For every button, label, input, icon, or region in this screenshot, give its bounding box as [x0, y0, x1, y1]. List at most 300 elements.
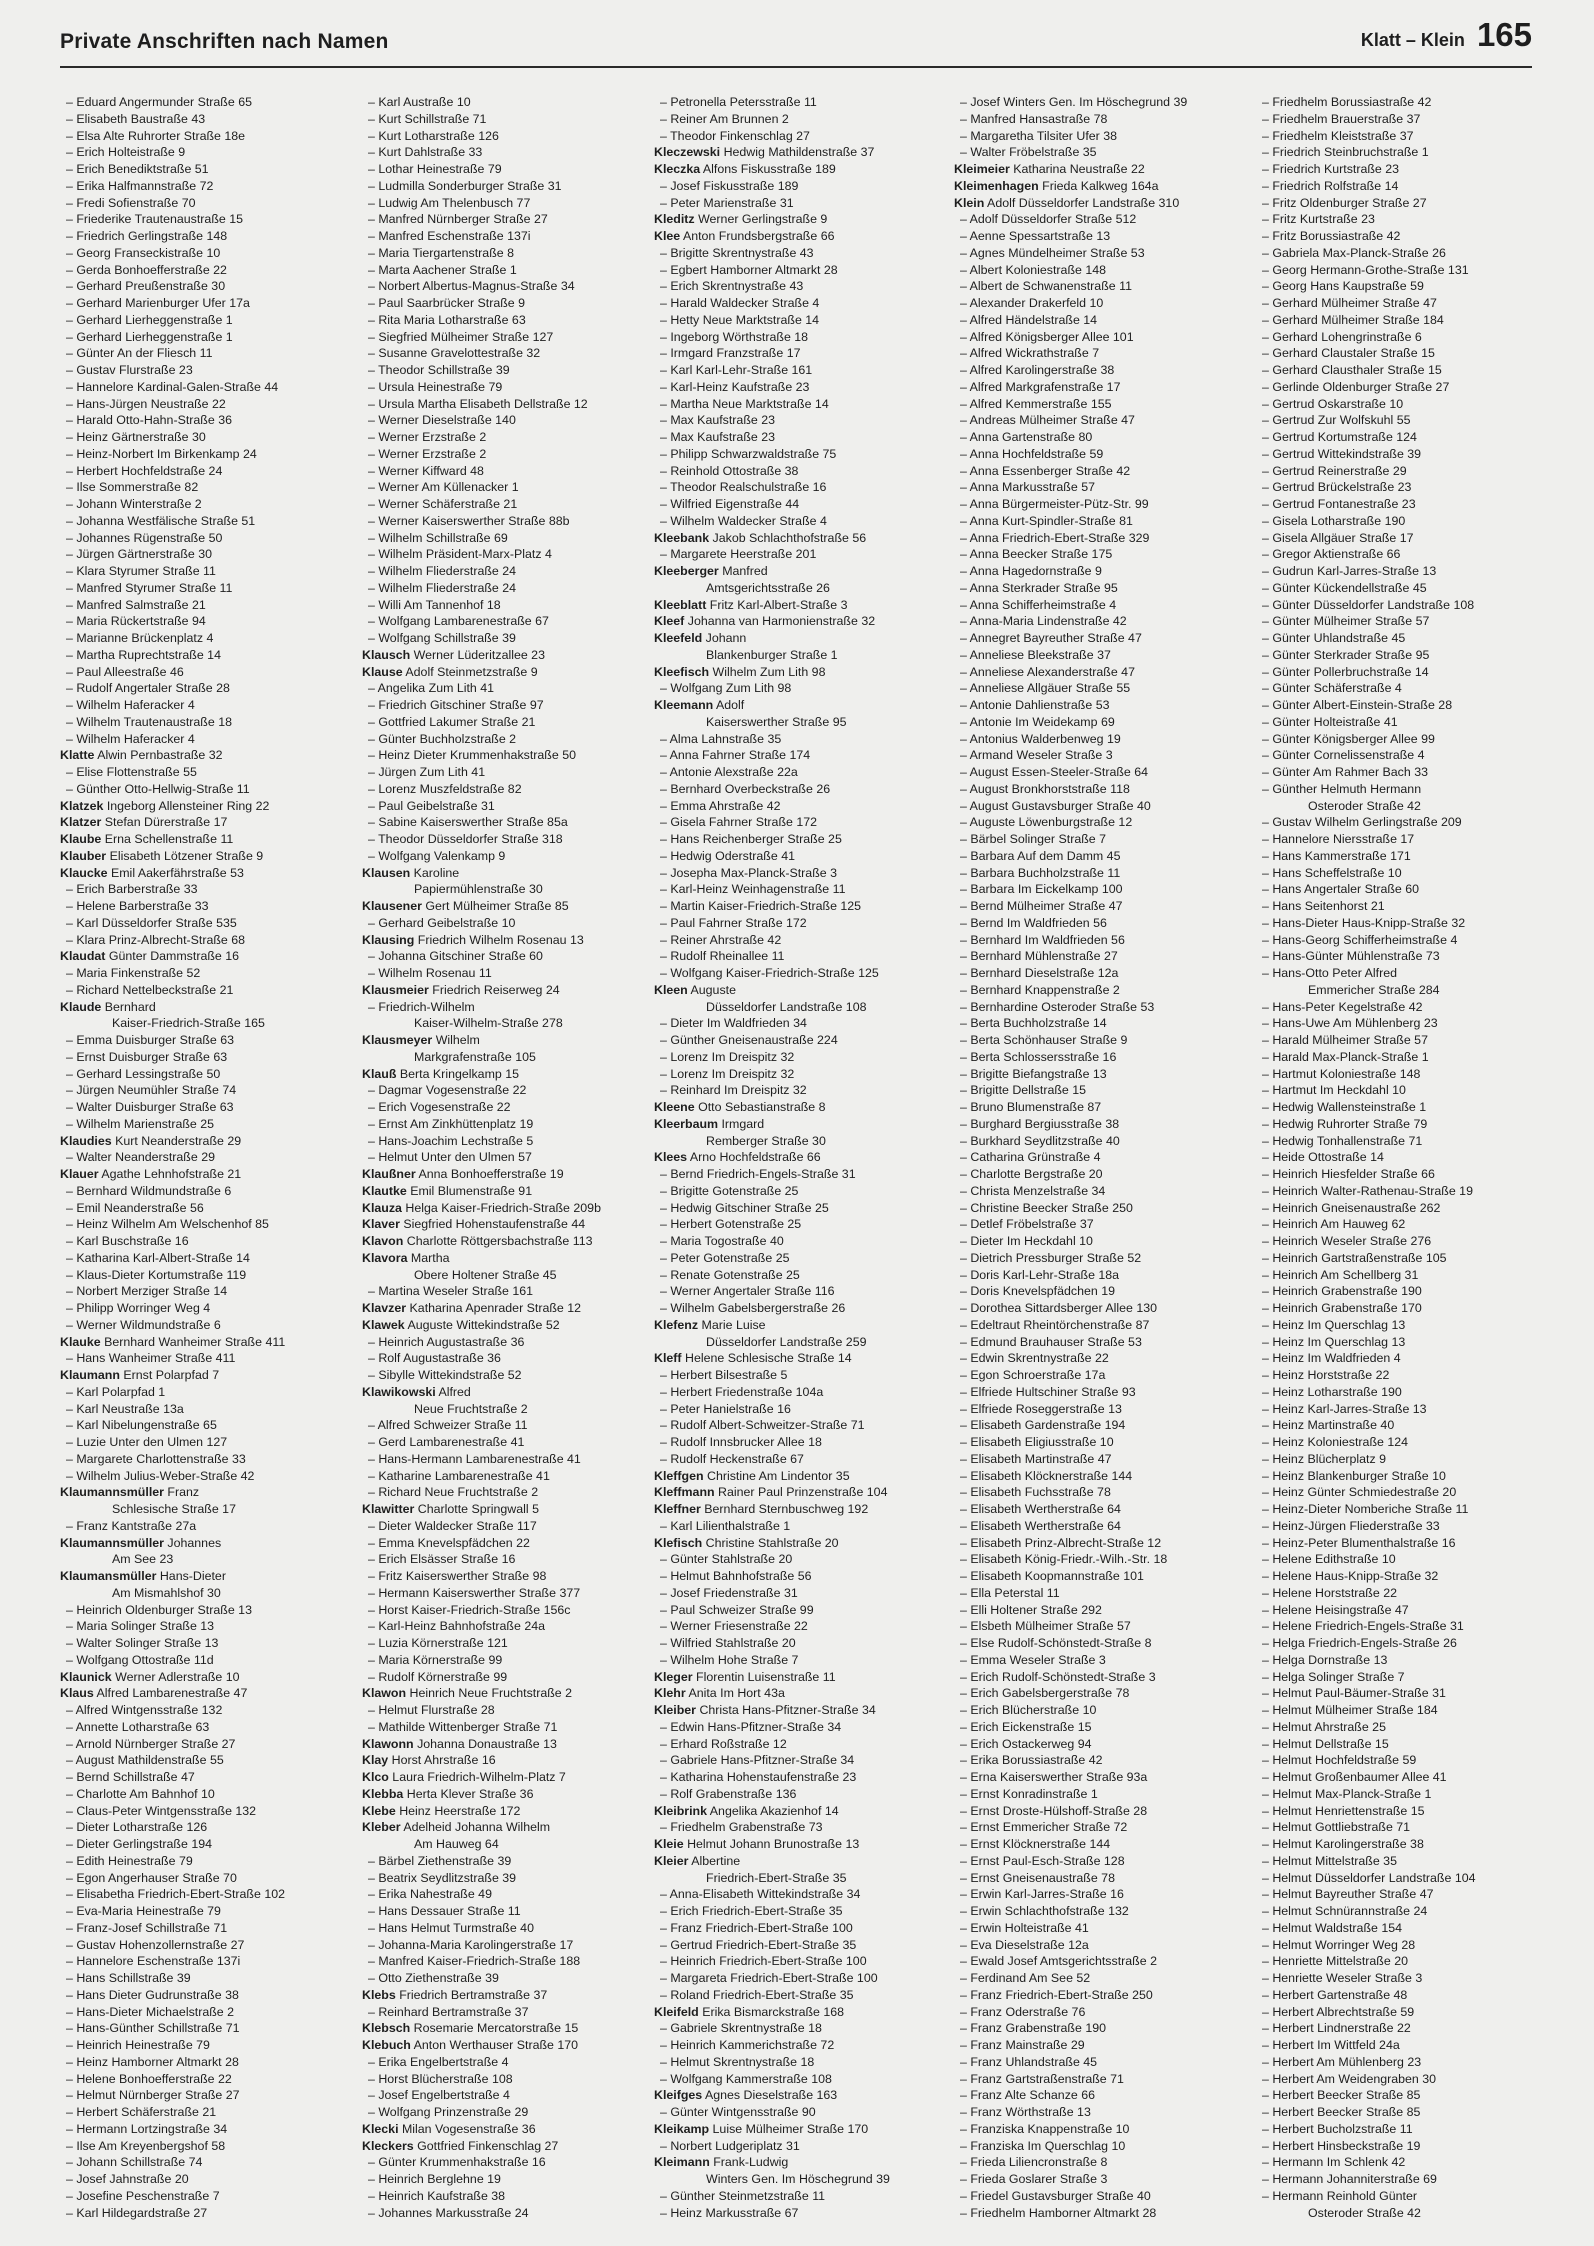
directory-entry: – Helmut Großenbaumer Allee 41	[1262, 1770, 1447, 1784]
directory-entry: – Heinz Wilhelm Am Welschenhof 85	[66, 1217, 269, 1232]
directory-entry: – Friedrich Steinbruchstraße 1	[1262, 145, 1429, 160]
directory-entry: – Wilhelm Fliederstraße 24	[368, 564, 517, 578]
directory-entry: – Reinhold Ottostraße 38	[660, 463, 799, 478]
directory-entry: – Heinrich Am Hauweg 62	[1262, 1217, 1406, 1232]
directory-entry: – Paul Alleestraße 46	[66, 664, 184, 679]
directory-entry: Klaunick Werner Adlerstraße 10	[60, 1669, 240, 1684]
surname: Klay	[362, 1753, 389, 1768]
directory-entry: – Herbert Am Mühlenberg 23	[1262, 2054, 1422, 2069]
directory-entry: Kleeberger Manfred	[654, 564, 768, 578]
directory-entry: – Heinz-Norbert Im Birkenkamp 24	[66, 446, 257, 461]
directory-entry: Klauza Helga Kaiser-Friedrich-Straße 209b	[362, 1200, 601, 1215]
directory-entry: – Ernst Am Zinkhüttenplatz 19	[368, 1116, 534, 1131]
directory-entry: – Anna Markusstraße 57	[960, 480, 1095, 495]
directory-entry: – Jürgen Neumühler Straße 74	[66, 1083, 237, 1098]
directory-entry: – Erich Barberstraße 33	[66, 882, 198, 897]
directory-entry: – Josefine Peschenstraße 7	[66, 2188, 220, 2203]
directory-entry: Winters Gen. Im Höschegrund 39	[706, 2172, 890, 2186]
directory-entry: Kleffner Bernhard Sternbuschweg 192	[654, 1502, 869, 1516]
directory-entry: – Günter Uhlandstraße 45	[1262, 631, 1406, 645]
directory-entry: – Rolf Grabenstraße 136	[660, 1786, 797, 1801]
surname: Klausmeyer	[362, 1033, 433, 1047]
directory-entry: – Hedwig Tonhallenstraße 71	[1262, 1133, 1423, 1148]
directory-entry: – Heinz Im Querschlag 13	[1262, 1334, 1406, 1349]
directory-entry: – Margaretha Tilsiter Ufer 38	[960, 128, 1118, 143]
directory-column-2	[362, 94, 654, 2224]
directory-entry: – Manfred Nürnberger Straße 27	[368, 212, 548, 227]
directory-entry: Osteroder Straße 42	[1308, 2205, 1421, 2220]
directory-entry: – Bernhard Im Waldfrieden 56	[960, 932, 1125, 947]
surname: Kleiber	[654, 1703, 697, 1717]
directory-entry: Klefisch Christine Stahlstraße 20	[654, 1535, 839, 1550]
directory-entry: – Franz Uhlandstraße 45	[960, 2054, 1098, 2069]
directory-entry: – Ursula Martha Elisabeth Dellstraße 12	[368, 396, 588, 411]
directory-entry: – Kurt Schillstraße 71	[368, 111, 487, 126]
directory-entry: – Manfred Kaiser-Friedrich-Straße 188	[368, 1954, 581, 1969]
directory-entry: – Heinz Gärtnerstraße 30	[66, 430, 206, 444]
directory-entry: – Rudolf Rheinallee 11	[660, 949, 785, 964]
directory-entry: – Wilhelm Präsident-Marx-Platz 4	[368, 547, 552, 562]
directory-entry: – Armand Weseler Straße 3	[960, 748, 1113, 763]
directory-entry: – Johann Schillstraße 74	[66, 2155, 203, 2170]
directory-entry: – Elisabetha Friedrich-Ebert-Straße 102	[66, 1887, 286, 1902]
directory-entry: – Peter Hanielstraße 16	[660, 1401, 791, 1416]
directory-entry: – Helga Friedrich-Engels-Straße 26	[1262, 1636, 1457, 1650]
directory-entry: – Heinz Markusstraße 67	[660, 2205, 799, 2220]
directory-entry: – Heinz Martinstraße 40	[1262, 1418, 1395, 1433]
directory-entry: – Gertrud Oskarstraße 10	[1262, 396, 1404, 411]
surname: Kleffmann	[654, 1485, 715, 1500]
directory-entry: – Anna Bürgermeister-Pütz-Str. 99	[960, 497, 1149, 511]
directory-entry: – Hans Angertaler Straße 60	[1262, 882, 1420, 897]
directory-entry: – Johannes Markusstraße 24	[368, 2205, 529, 2220]
directory-entry: – Ludmilla Sonderburger Straße 31	[368, 178, 562, 193]
directory-entry: – Herbert Gartenstraße 48	[1262, 1987, 1408, 2002]
surname: Klauß	[362, 1066, 397, 1081]
directory-entry: – Peter Gotenstraße 25	[660, 1250, 790, 1265]
directory-entry: Klauke Bernhard Wanheimer Straße 411	[60, 1334, 286, 1349]
directory-entry: – Albert Koloniestraße 148	[960, 262, 1107, 277]
directory-entry: – Hans-Dieter Haus-Knipp-Straße 32	[1262, 915, 1466, 930]
directory-entry: – Günther Helmuth Hermann	[1262, 781, 1422, 796]
directory-entry: – Richard Neue Fruchtstraße 2	[368, 1485, 539, 1500]
directory-entry: – Alexander Drakerfeld 10	[960, 296, 1104, 310]
directory-entry: – Bruno Blumenstraße 87	[960, 1100, 1102, 1114]
directory-entry: Schlesische Straße 17	[112, 1502, 236, 1516]
directory-entry: – Hans Scheffelstraße 10	[1262, 865, 1402, 880]
directory-entry: Klavzer Katharina Apenrader Straße 12	[362, 1301, 582, 1315]
directory-entry: – Heinz-Peter Blumenthalstraße 16	[1262, 1535, 1456, 1550]
surname: Klawikowski	[362, 1384, 436, 1399]
directory-entry: – Manfred Styrumer Straße 11	[66, 580, 233, 595]
directory-entry: – Friedrich Gerlingstraße 148	[66, 229, 228, 243]
directory-entry: – Heinz Karl-Jarres-Straße 13	[1262, 1401, 1427, 1416]
directory-entry: – Heinrich Kammerichstraße 72	[660, 2038, 835, 2052]
directory-entry: – Martha Ruprechtstraße 14	[66, 647, 221, 662]
directory-entry: – Max Kaufstraße 23	[660, 413, 776, 428]
directory-entry: Klebuch Anton Werthauser Straße 170	[362, 2038, 579, 2052]
directory-entry: – Gisela Lotharstraße 190	[1262, 513, 1406, 528]
directory-entry: – Katharina Karl-Albert-Straße 14	[66, 1250, 250, 1265]
directory-entry: – Hans-Günther Schillstraße 71	[66, 2021, 240, 2036]
surname: Kleie	[654, 1837, 684, 1851]
directory-entry: – Helmut Dellstraße 15	[1262, 1736, 1389, 1751]
directory-entry: Klausing Friedrich Wilhelm Rosenau 13	[362, 932, 584, 947]
directory-entry: – Fritz Borussiastraße 42	[1262, 229, 1401, 243]
directory-entry: – Berta Buchholzstraße 14	[960, 1016, 1107, 1031]
directory-entry: – Gustav Hohenzollernstraße 27	[66, 1937, 245, 1952]
directory-entry: – Wolfgang Zum Lith 98	[660, 681, 792, 696]
directory-entry: – Helmut Waldstraße 154	[1262, 1920, 1403, 1935]
directory-entry: Kleefeld Johann	[654, 631, 747, 645]
directory-entry: – Anna Gartenstraße 80	[960, 430, 1093, 444]
directory-entry: – Antonie Dahlienstraße 53	[960, 698, 1110, 712]
directory-entry: – Hetty Neue Marktstraße 14	[660, 312, 820, 327]
directory-entry: – Friedhelm Kleiststraße 37	[1262, 128, 1414, 143]
directory-entry: – Karl-Heinz Weinhagenstraße 11	[660, 882, 846, 897]
directory-entry: Amtsgerichtsstraße 26	[706, 580, 830, 595]
directory-entry: Kleffmann Rainer Paul Prinzenstraße 104	[654, 1485, 888, 1500]
directory-entry: – Helmut Paul-Bäumer-Straße 31	[1262, 1686, 1446, 1701]
directory-entry: – Katharina Hohenstaufenstraße 23	[660, 1770, 857, 1784]
directory-entry: – Emma Knevelspfädchen 22	[368, 1535, 530, 1550]
directory-entry: – August Gustavsburger Straße 40	[960, 798, 1151, 813]
directory-entry: – Günther Otto-Hellwig-Straße 11	[66, 781, 250, 796]
directory-entry: – Wolfgang Ottostraße 11d	[66, 1652, 214, 1667]
directory-entry: – Gerhard Lierheggenstraße 1	[66, 329, 233, 344]
directory-entry: – Günter Wintgensstraße 90	[660, 2105, 816, 2119]
directory-entry: Klaus Alfred Lambarenestraße 47	[60, 1686, 248, 1701]
directory-entry: – Karl Düsseldorfer Straße 535	[66, 915, 237, 930]
directory-entry: – Gertrud Fontanestraße 23	[1262, 497, 1416, 511]
directory-entry: – Gerlinde Oldenburger Straße 27	[1262, 379, 1450, 394]
directory-entry: – Erich Vogesenstraße 22	[368, 1100, 511, 1114]
surname: Klebba	[362, 1786, 404, 1801]
directory-entry: – Elsbeth Mülheimer Straße 57	[960, 1619, 1131, 1634]
directory-entry: – Elsa Alte Ruhrorter Straße 18e	[66, 128, 246, 143]
directory-entry: – Susanne Gravelottestraße 32	[368, 346, 541, 361]
directory-entry: – Jürgen Zum Lith 41	[368, 765, 486, 779]
directory-entry: Klee Anton Frundsbergstraße 66	[654, 229, 835, 243]
directory-entry: – Herbert Albrechtstraße 59	[1262, 2004, 1415, 2019]
directory-entry: Klausmeyer Wilhelm	[362, 1033, 480, 1047]
directory-entry: – Dietrich Pressburger Straße 52	[960, 1250, 1142, 1265]
directory-entry: Kleie Helmut Johann Brunostraße 13	[654, 1837, 860, 1851]
directory-entry: – Klaus-Dieter Kortumstraße 119	[66, 1267, 247, 1282]
directory-entry: Kleifeld Erika Bismarckstraße 168	[654, 2004, 845, 2019]
directory-entry: – Heinz Koloniestraße 124	[1262, 1435, 1409, 1449]
directory-entry: Kleckers Gottfried Finkenschlag 27	[362, 2138, 559, 2153]
directory-entry: – Günter Mülheimer Straße 57	[1262, 614, 1430, 629]
directory-entry: – Hans-Otto Peter Alfred	[1262, 966, 1397, 980]
directory-entry: – Herbert Hochfeldstraße 24	[66, 463, 223, 478]
surname: Klauer	[60, 1167, 99, 1181]
directory-entry: – Hedwig Ruhrorter Straße 79	[1262, 1116, 1428, 1131]
directory-entry: – Dieter Lotharstraße 126	[66, 1820, 208, 1835]
directory-entry: – Anna Fahrner Straße 174	[660, 748, 811, 763]
directory-entry: Klaußner Anna Bonhoefferstraße 19	[362, 1167, 564, 1181]
directory-entry: – August Mathildenstraße 55	[66, 1753, 224, 1768]
directory-entry: – Erich Ostackerweg 94	[960, 1736, 1092, 1751]
surname: Kleditz	[654, 212, 695, 227]
surname: Kleczka	[654, 162, 701, 176]
directory-entry: – Karl Hildegardstraße 27	[66, 2205, 208, 2220]
directory-entry: – Herbert Bucholzstraße 11	[1262, 2121, 1413, 2136]
directory-entry: – Erwin Karl-Jarres-Straße 16	[960, 1887, 1124, 1902]
directory-entry: – Gertrud Zur Wolfskuhl 55	[1262, 413, 1411, 428]
directory-entry: – Josef Jahnstraße 20	[66, 2172, 189, 2186]
directory-entry: – Heinz Lotharstraße 190	[1262, 1384, 1402, 1399]
directory-entry: Klawikowski Alfred	[362, 1384, 471, 1399]
surname: Kleeberger	[654, 564, 719, 578]
surname: Kleibrink	[654, 1803, 708, 1818]
directory-entry: – Erich Holteistraße 9	[66, 145, 186, 160]
directory-entry: – Alma Lahnstraße 35	[660, 731, 782, 746]
directory-entry: Klaumansmüller Hans-Dieter	[60, 1569, 226, 1583]
directory-entry: Klein Adolf Düsseldorfer Landstraße 310	[954, 195, 1180, 210]
directory-entry: – Annette Lotharstraße 63	[66, 1719, 210, 1734]
directory-entry: Klehr Anita Im Hort 43a	[654, 1686, 785, 1701]
directory-entry: Obere Holtener Straße 45	[414, 1267, 557, 1282]
directory-entry: – Barbara Auf dem Damm 45	[960, 848, 1121, 863]
directory-entry: – Günter Stahlstraße 20	[660, 1552, 793, 1567]
directory-entry: – Karl Austraße 10	[368, 95, 471, 109]
directory-entry: – Werner Wildmundstraße 6	[66, 1317, 221, 1332]
surname: Klausen	[362, 865, 411, 880]
directory-entry: Am Hauweg 64	[414, 1837, 499, 1851]
directory-entry: – Johanna Gitschiner Straße 60	[368, 949, 543, 964]
directory-entry: – Aenne Spessartstraße 13	[960, 229, 1111, 243]
directory-entry: – Gottfried Lakumer Straße 21	[368, 714, 536, 729]
directory-entry: – Elisabeth Fuchsstraße 78	[960, 1485, 1111, 1500]
directory-entry: – Johannes Rügenstraße 50	[66, 530, 223, 545]
directory-entry: – Franziska Knappenstraße 10	[960, 2121, 1130, 2136]
directory-entry: – Helene Heisingstraße 47	[1262, 1602, 1409, 1617]
directory-entry: – Gerhard Mülheimer Straße 47	[1262, 296, 1437, 310]
directory-entry: – Antonius Walderbenweg 19	[960, 731, 1121, 746]
directory-entry: – Margarete Heerstraße 201	[660, 547, 817, 562]
directory-entry: – Walter Solinger Straße 13	[66, 1636, 219, 1650]
directory-entry: Kleczka Alfons Fiskusstraße 189	[654, 162, 836, 176]
directory-entry: – Rita Maria Lotharstraße 63	[368, 312, 526, 327]
directory-entry: – Gerhard Lohengrinstraße 6	[1262, 329, 1422, 344]
directory-entry: – Paul Schweizer Straße 99	[660, 1602, 814, 1617]
directory-entry: – Anna Kurt-Spindler-Straße 81	[960, 513, 1133, 528]
directory-entry: – Erich Rudolf-Schönstedt-Straße 3	[960, 1669, 1156, 1684]
directory-entry: Klauer Agathe Lehnhofstraße 21	[60, 1167, 242, 1181]
directory-entry: – Helene Haus-Knipp-Straße 32	[1262, 1569, 1439, 1583]
directory-entry: – Günter Buchholzstraße 2	[368, 731, 517, 746]
directory-entry: Klatte Alwin Pernbastraße 32	[60, 748, 223, 763]
directory-entry: – Catharina Grünstraße 4	[960, 1150, 1101, 1165]
directory-entry: – Heinrich Kaufstraße 38	[368, 2188, 506, 2203]
surname: Klaumannsmüller	[60, 1485, 164, 1500]
directory-entry: – Georg Franseckistraße 10	[66, 245, 221, 260]
directory-entry: – Gerhard Claustaler Straße 15	[1262, 346, 1435, 361]
directory-entry: Kleikamp Luise Mülheimer Straße 170	[654, 2121, 869, 2136]
directory-entry: – Josepha Max-Planck-Straße 3	[660, 865, 837, 880]
directory-entry: – Helmut Mittelstraße 35	[1262, 1853, 1397, 1868]
directory-entry: – Jürgen Gärtnerstraße 30	[66, 547, 213, 562]
directory-entry: – Walter Neanderstraße 29	[66, 1150, 215, 1165]
directory-entry: Düsseldorfer Landstraße 259	[706, 1334, 867, 1349]
directory-entry: – Hermann Reinhold Günter	[1262, 2188, 1417, 2203]
surname: Klavon	[362, 1234, 404, 1248]
directory-entry: Klavora Martha	[362, 1250, 450, 1265]
directory-entry: – Katharine Lambarenestraße 41	[368, 1468, 550, 1483]
directory-entry: – Antonie Im Weidekamp 69	[960, 714, 1115, 729]
directory-entry: – Wilhelm Haferacker 4	[66, 731, 195, 746]
directory-entry: – Martin Kaiser-Friedrich-Straße 125	[660, 899, 862, 913]
directory-entry: – Erwin Schlachthofstraße 132	[960, 1904, 1129, 1918]
directory-entry: – Gisela Fahrner Straße 172	[660, 815, 818, 830]
directory-entry: Kaiser-Wilhelm-Straße 278	[414, 1016, 563, 1031]
directory-entry: – Petronella Petersstraße 11	[660, 95, 817, 109]
directory-entry: Kleff Helene Schlesische Straße 14	[654, 1351, 852, 1366]
directory-entry: – Reiner Ahrstraße 42	[660, 932, 782, 947]
directory-entry: – Hedwig Oderstraße 41	[660, 848, 795, 863]
directory-entry: – Rudolf Heckenstraße 67	[660, 1451, 804, 1466]
directory-entry: – Helmut Flurstraße 28	[368, 1703, 495, 1717]
directory-entry: – Erika Halfmannstraße 72	[66, 178, 214, 193]
directory-entry: – Gerda Bonhoefferstraße 22	[66, 262, 227, 277]
directory-entry: – Theodor Düsseldorfer Straße 318	[368, 832, 563, 846]
directory-entry: – Werner Schäferstraße 21	[368, 497, 518, 511]
directory-entry: – Horst Kaiser-Friedrich-Straße 156c	[368, 1602, 571, 1617]
directory-entry: – Ursula Heinestraße 79	[368, 379, 503, 394]
directory-entry: – Anna Essenberger Straße 42	[960, 463, 1131, 478]
directory-entry: – Bärbel Solinger Straße 7	[960, 832, 1107, 846]
directory-entry: – Rudolf Innsbrucker Allee 18	[660, 1435, 822, 1449]
directory-entry: – Margarete Charlottenstraße 33	[66, 1451, 246, 1466]
directory-entry: – Bernd Friedrich-Engels-Straße 31	[660, 1167, 856, 1181]
directory-entry: – Gerhard Mülheimer Straße 184	[1262, 312, 1444, 327]
directory-entry: Emmericher Straße 284	[1308, 982, 1440, 997]
directory-entry: – Beatrix Seydlitzstraße 39	[368, 1870, 517, 1885]
directory-entry: – Wolfgang Valenkamp 9	[368, 848, 506, 863]
directory-entry: – Theodor Schillstraße 39	[368, 363, 510, 377]
directory-entry: – Brigitte Skrentnystraße 43	[660, 245, 814, 260]
directory-entry: Klebsch Rosemarie Mercatorstraße 15	[362, 2021, 579, 2036]
directory-entry: Kleibrink Angelika Akazienhof 14	[654, 1803, 839, 1818]
directory-entry: – Adolf Düsseldorfer Straße 512	[960, 212, 1137, 227]
surname: Kleeblatt	[654, 597, 707, 612]
directory-entry: – Hermann Im Schlenk 42	[1262, 2155, 1406, 2170]
directory-entry: – Brigitte Biefangstraße 13	[960, 1066, 1107, 1081]
directory-entry: – Edith Heinestraße 79	[66, 1853, 193, 1868]
directory-entry: – Alfred Markgrafenstraße 17	[960, 379, 1121, 394]
directory-entry: – Ernst Klöcknerstraße 144	[960, 1837, 1111, 1851]
directory-entry: – Hartmut Koloniestraße 148	[1262, 1066, 1421, 1081]
directory-entry: – Franz Friedrich-Ebert-Straße 250	[960, 1987, 1153, 2002]
directory-entry: – Franz Wörthstraße 13	[960, 2105, 1091, 2119]
directory-entry: – Karl Lilienthalstraße 1	[660, 1518, 791, 1533]
directory-entry: – Helene Bonhoefferstraße 22	[66, 2071, 232, 2086]
directory-entry: – Maria Körnerstraße 99	[368, 1652, 503, 1667]
directory-entry: – Johanna-Maria Karolingerstraße 17	[368, 1937, 574, 1952]
directory-entry: – Johann Winterstraße 2	[66, 497, 202, 511]
directory-entry: – Elfriede Roseggerstraße 13	[960, 1401, 1122, 1416]
surname: Klaumansmüller	[60, 1569, 157, 1583]
directory-entry: Klaube Erna Schellenstraße 11	[60, 832, 234, 846]
directory-entry: – Erich Skrentnystraße 43	[660, 279, 804, 294]
page-number: 165	[1476, 16, 1532, 53]
surname: Klausing	[362, 932, 415, 947]
header-right	[1361, 16, 1532, 54]
directory-entry: – Doris Knevelspfädchen 19	[960, 1284, 1115, 1299]
directory-entry: – Barbara Im Eickelkamp 100	[960, 882, 1123, 897]
directory-entry: – Ernst Gneisenaustraße 78	[960, 1870, 1115, 1885]
directory-entry: – Antonie Alexstraße 22a	[660, 765, 798, 779]
directory-entry: – Lorenz Im Dreispitz 32	[660, 1049, 795, 1064]
directory-entry: – Friedhelm Borussiastraße 42	[1262, 95, 1432, 109]
surname: Kleffner	[654, 1502, 701, 1516]
directory-entry: – Hans-Joachim Lechstraße 5	[368, 1133, 534, 1148]
directory-entry: – Else Rudolf-Schönstedt-Straße 8	[960, 1636, 1152, 1650]
directory-entry: – Erich Gabelsbergerstraße 78	[960, 1686, 1130, 1701]
directory-entry: – Charlotte Bergstraße 20	[960, 1167, 1103, 1181]
directory-entry: – Wilhelm Haferacker 4	[66, 698, 195, 712]
surname: Klawek	[362, 1317, 405, 1332]
directory-entry: Klaudat Günter Dammstraße 16	[60, 949, 240, 964]
directory-entry: – Georg Hermann-Grothe-Straße 131	[1262, 262, 1469, 277]
directory-entry: – Hans Seitenhorst 21	[1262, 899, 1385, 913]
page-title: Private Anschriften nach Namen	[60, 30, 389, 53]
directory-entry: – Friedhelm Grabenstraße 73	[660, 1820, 823, 1835]
directory-entry: – Hans Helmut Turmstraße 40	[368, 1920, 534, 1935]
directory-entry: – Heinz Im Waldfrieden 4	[1262, 1351, 1401, 1366]
directory-entry: – Gustav Flurstraße 23	[66, 363, 193, 377]
directory-entry: – Norbert Merziger Straße 14	[66, 1284, 228, 1299]
directory-entry: – Elfriede Hultschiner Straße 93	[960, 1384, 1136, 1399]
directory-entry: – Franz Oderstraße 76	[960, 2004, 1086, 2019]
directory-entry: – August Essen-Steeler-Straße 64	[960, 765, 1149, 779]
directory-entry: – Ernst Duisburger Straße 63	[66, 1049, 228, 1064]
directory-entry: – Elisabeth Klöcknerstraße 144	[960, 1468, 1133, 1483]
directory-entry: – Anna-Elisabeth Wittekindstraße 34	[660, 1887, 861, 1902]
directory-entry: Am See 23	[112, 1552, 174, 1567]
directory-entry: – Siegfried Mülheimer Straße 127	[368, 329, 554, 344]
surname: Klaver	[362, 1217, 400, 1232]
directory-entry: Klavon Charlotte Röttgersbachstraße 113	[362, 1234, 593, 1248]
directory-entry: – Franz Gartstraßenstraße 71	[960, 2071, 1124, 2086]
directory-entry: – Gerhard Marienburger Ufer 17a	[66, 296, 250, 310]
directory-entry: – Peter Marienstraße 31	[660, 195, 794, 210]
directory-entry: – Heinrich Gneisenaustraße 262	[1262, 1200, 1441, 1215]
directory-entry: Klawon Heinrich Neue Fruchtstraße 2	[362, 1686, 573, 1701]
directory-entry: – Herbert Bilsestraße 5	[660, 1368, 788, 1382]
directory-entry: – Werner Kaiserswerther Straße 88b	[368, 513, 570, 528]
surname: Klaußner	[362, 1167, 416, 1181]
directory-entry: Klatzer Stefan Dürerstraße 17	[60, 815, 228, 830]
surname: Klavzer	[362, 1301, 407, 1315]
directory-entry: – Hans Kammerstraße 171	[1262, 848, 1411, 863]
directory-entry: – Helmut Karolingerstraße 38	[1262, 1837, 1424, 1851]
directory-entry: – Friedhelm Hamborner Altmarkt 28	[960, 2205, 1157, 2220]
directory-entry: – Christine Beecker Straße 250	[960, 1200, 1133, 1215]
directory-entry: Kleimann Frank-Ludwig	[654, 2155, 789, 2170]
directory-entry: Klawek Auguste Wittekindstraße 52	[362, 1317, 560, 1332]
directory-entry: – Hermann Johanniterstraße 69	[1262, 2172, 1437, 2186]
directory-entry: – Günter Cornelissenstraße 4	[1262, 748, 1425, 763]
directory-entry: – Lorenz Muszfeldstraße 82	[368, 781, 522, 796]
directory-entry: – Christa Menzelstraße 34	[960, 1183, 1106, 1198]
directory-entry: – Helene Friedrich-Engels-Straße 31	[1262, 1619, 1464, 1634]
directory-entry: – Ernst Emmericher Straße 72	[960, 1820, 1128, 1835]
directory-entry: – Walter Duisburger Straße 63	[66, 1100, 234, 1114]
directory-entry: – Josef Engelbertstraße 4	[368, 2088, 510, 2103]
directory-entry: – Heinrich Am Schellberg 31	[1262, 1267, 1419, 1282]
